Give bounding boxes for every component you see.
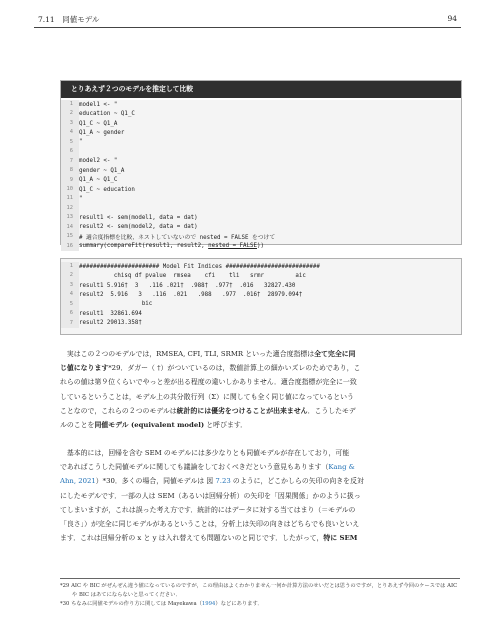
text-line: [60, 460, 460, 474]
page-header: [0, 0, 495, 30]
line-number: 14: [61, 223, 79, 232]
paragraph-sem-direction: [60, 446, 460, 545]
line-text: summary(compareFit(result1, result2, nested = FALSE)): [79, 243, 264, 250]
line-text: bic: [79, 301, 153, 308]
text-span: 「良さ」）が完全に同じモデルがあるということは，分析上は矢印の向きはどちらでも良いといえ: [60, 520, 360, 529]
line-text: # 適合度指標を比較，ネストしていないので nested = FALSE をつけて: [79, 235, 276, 242]
line-text: ####################### Model Fit Indices ###########################: [79, 263, 320, 270]
code-line: [61, 194, 461, 203]
code-line: [61, 223, 461, 232]
bold-text: じ値になります: [60, 364, 109, 373]
code-line: [61, 119, 461, 128]
line-text: Q1_A ~ Q1_C: [79, 177, 118, 184]
code-block-title: とりあえず２つのモデルを推定して比較: [61, 81, 461, 98]
line-number: 11: [61, 194, 79, 203]
line-number: 16: [61, 242, 79, 251]
line-number: 5: [61, 300, 79, 309]
line-text: result1 5.916† 3 .116 .021† .988† .977† .016 32827.430: [79, 282, 296, 289]
line-text: ": [79, 139, 83, 146]
line-number: 6: [61, 147, 79, 156]
text-line: [60, 418, 460, 432]
text-line: [60, 375, 460, 389]
bold-text: 統計的には優劣をつけることが出来ません: [176, 406, 308, 415]
code-line: [61, 319, 461, 328]
line-number: 13: [61, 213, 79, 222]
code-line: [61, 100, 461, 109]
code-line: [61, 262, 461, 271]
code-line: [61, 157, 461, 166]
text-line: [60, 489, 460, 503]
code-line: [61, 300, 461, 309]
line-text: gender ~ Q1_A: [79, 167, 125, 174]
code-line: [61, 281, 461, 290]
line-number: 2: [61, 109, 79, 118]
line-number: 12: [61, 204, 79, 213]
citation-link: Kang &: [328, 463, 355, 472]
code-line: [61, 232, 461, 241]
line-text: result2 5.916 3 .116 .021 .988 .977 .016† 28979.094†: [79, 292, 303, 299]
line-number: 2: [61, 271, 79, 280]
line-number: 7: [61, 157, 79, 166]
line-number: 15: [61, 232, 79, 241]
line-text: Q1_A ~ gender: [79, 130, 125, 137]
line-number: 3: [61, 119, 79, 128]
code-line: [61, 204, 461, 213]
text-span: ことなので，これらの２つのモデルは: [60, 406, 177, 415]
text-span: と呼びます．: [204, 421, 248, 430]
line-text: chisq df pvalue rmsea cfi tli srmr aic: [79, 273, 306, 280]
line-text: model2 <- ": [79, 158, 118, 165]
text-line: [60, 347, 460, 361]
text-span: ます．これは回帰分析の x と y は入れ替えても問題ないのと同じです．したがって，: [60, 534, 324, 543]
text-span: であればこうした同値モデルに関しても議論をしておくべきだという意見もあります（: [60, 463, 329, 472]
text-line: [60, 517, 460, 531]
line-text: model1 <- ": [79, 101, 118, 108]
code-line: [61, 290, 461, 299]
code-line: [61, 176, 461, 185]
text-span: 実はこの２つのモデルでは，RMSEA, CFI, TLI, SRMR といった適合度指標は: [60, 350, 315, 358]
code-line: [61, 185, 461, 194]
code-lines: [61, 100, 461, 251]
text-span: しているということは，モデル上の共分散行列（Σ）に関しても全く同じ値になっているという: [60, 392, 354, 401]
line-number: 8: [61, 166, 79, 175]
line-text: result2 29013.358†: [79, 320, 142, 327]
text-span: れらの値は第９位くらいでやっと差が出る程度の違いしかありません．適合度指標が完全に一致: [60, 378, 357, 387]
code-line: [61, 213, 461, 222]
line-text: result1 <- sem(model1, data = dat): [79, 214, 198, 221]
code-line: [61, 147, 461, 156]
citation-link: Ahn, 2021: [60, 477, 96, 486]
text-line: [60, 474, 460, 488]
section-title: 7.11 同値モデル: [38, 15, 100, 24]
text-line: [60, 404, 460, 418]
text-line: [60, 361, 460, 375]
line-text: result2 <- sem(model2, data = dat): [79, 224, 198, 231]
text-span: *30 ちなみに同値モデルの作り方に関しては Mayekawa（: [60, 601, 202, 607]
text-line: [60, 503, 460, 517]
line-number: 10: [61, 185, 79, 194]
line-number: 7: [61, 319, 79, 328]
code-line: [61, 128, 461, 137]
text-line: [60, 390, 460, 404]
footnote: *29 AIC や BIC がぜんぜん違う値になっているのですが，この理由はよくわかりません一何か計算方法のせいだとは思うのですが，とりあえず今回のケースでは AIC や BIC はあてにならないと思ってください．: [60, 583, 458, 598]
line-number: 5: [61, 138, 79, 147]
code-line: [61, 242, 461, 251]
line-text: result1 32861.694: [79, 310, 142, 317]
line-text: Q1_C ~ education: [79, 186, 135, 193]
code-block-output: [60, 258, 462, 335]
code-line: [61, 271, 461, 280]
line-number: 4: [61, 128, 79, 137]
text-span: ルのことを: [60, 421, 95, 430]
text-line: [60, 531, 460, 545]
text-line: [60, 446, 460, 460]
line-text: Q1_C ~ Q1_A: [79, 120, 118, 127]
paragraph-equivalent-model: [60, 347, 460, 432]
citation-link: 1994: [201, 601, 216, 607]
code-line: [61, 138, 461, 147]
output-lines: [61, 262, 461, 328]
text-span: のように，どこかしらの矢印の向きを反対: [230, 477, 364, 486]
bold-text: 同値モデル (equivalent model): [94, 421, 205, 430]
line-number: 1: [61, 100, 79, 109]
code-line: [61, 166, 461, 175]
page-number: 94: [447, 14, 457, 23]
text-span: 基本的には，回帰を含む SEM のモデルには多少なりとも同値モデルが存在しており，可能: [60, 449, 350, 457]
line-number: 9: [61, 176, 79, 185]
text-span: にしたモデルです．一部の人は SEM（あるいは回帰分析）の矢印を「因果関係」かのように扱っ: [60, 491, 361, 500]
code-line: [61, 109, 461, 118]
bold-text: 全て完全に同: [314, 350, 356, 358]
line-number: 6: [61, 309, 79, 318]
text-span: ．こうしたモデ: [307, 406, 356, 415]
text-span: ）*30．多くの場合，同値モデルは 図: [95, 477, 216, 486]
bold-text: 特に SEM: [323, 534, 358, 543]
footnotes: [60, 578, 460, 609]
line-number: 4: [61, 290, 79, 299]
code-line: [61, 309, 461, 318]
footnote: [60, 600, 460, 609]
citation-link: 7.23: [215, 477, 231, 486]
underlined-code: nested = FALSE: [208, 243, 258, 250]
text-span: てしまいますが，これは誤った考え方です．統計的にはデータに対する当てはまり（＝モデルの: [60, 505, 356, 514]
code-block-models: [60, 80, 462, 250]
text-span: *29．ダガー（ †）がついているのは，数値計算上の細かいズレのためであり，こ: [108, 364, 361, 373]
header-rule: [34, 27, 461, 28]
line-text: ": [79, 196, 83, 203]
line-number: 1: [61, 262, 79, 271]
text-span: ）などにあります．: [215, 601, 263, 607]
line-text: education ~ Q1_C: [79, 111, 135, 118]
line-number: 3: [61, 281, 79, 290]
